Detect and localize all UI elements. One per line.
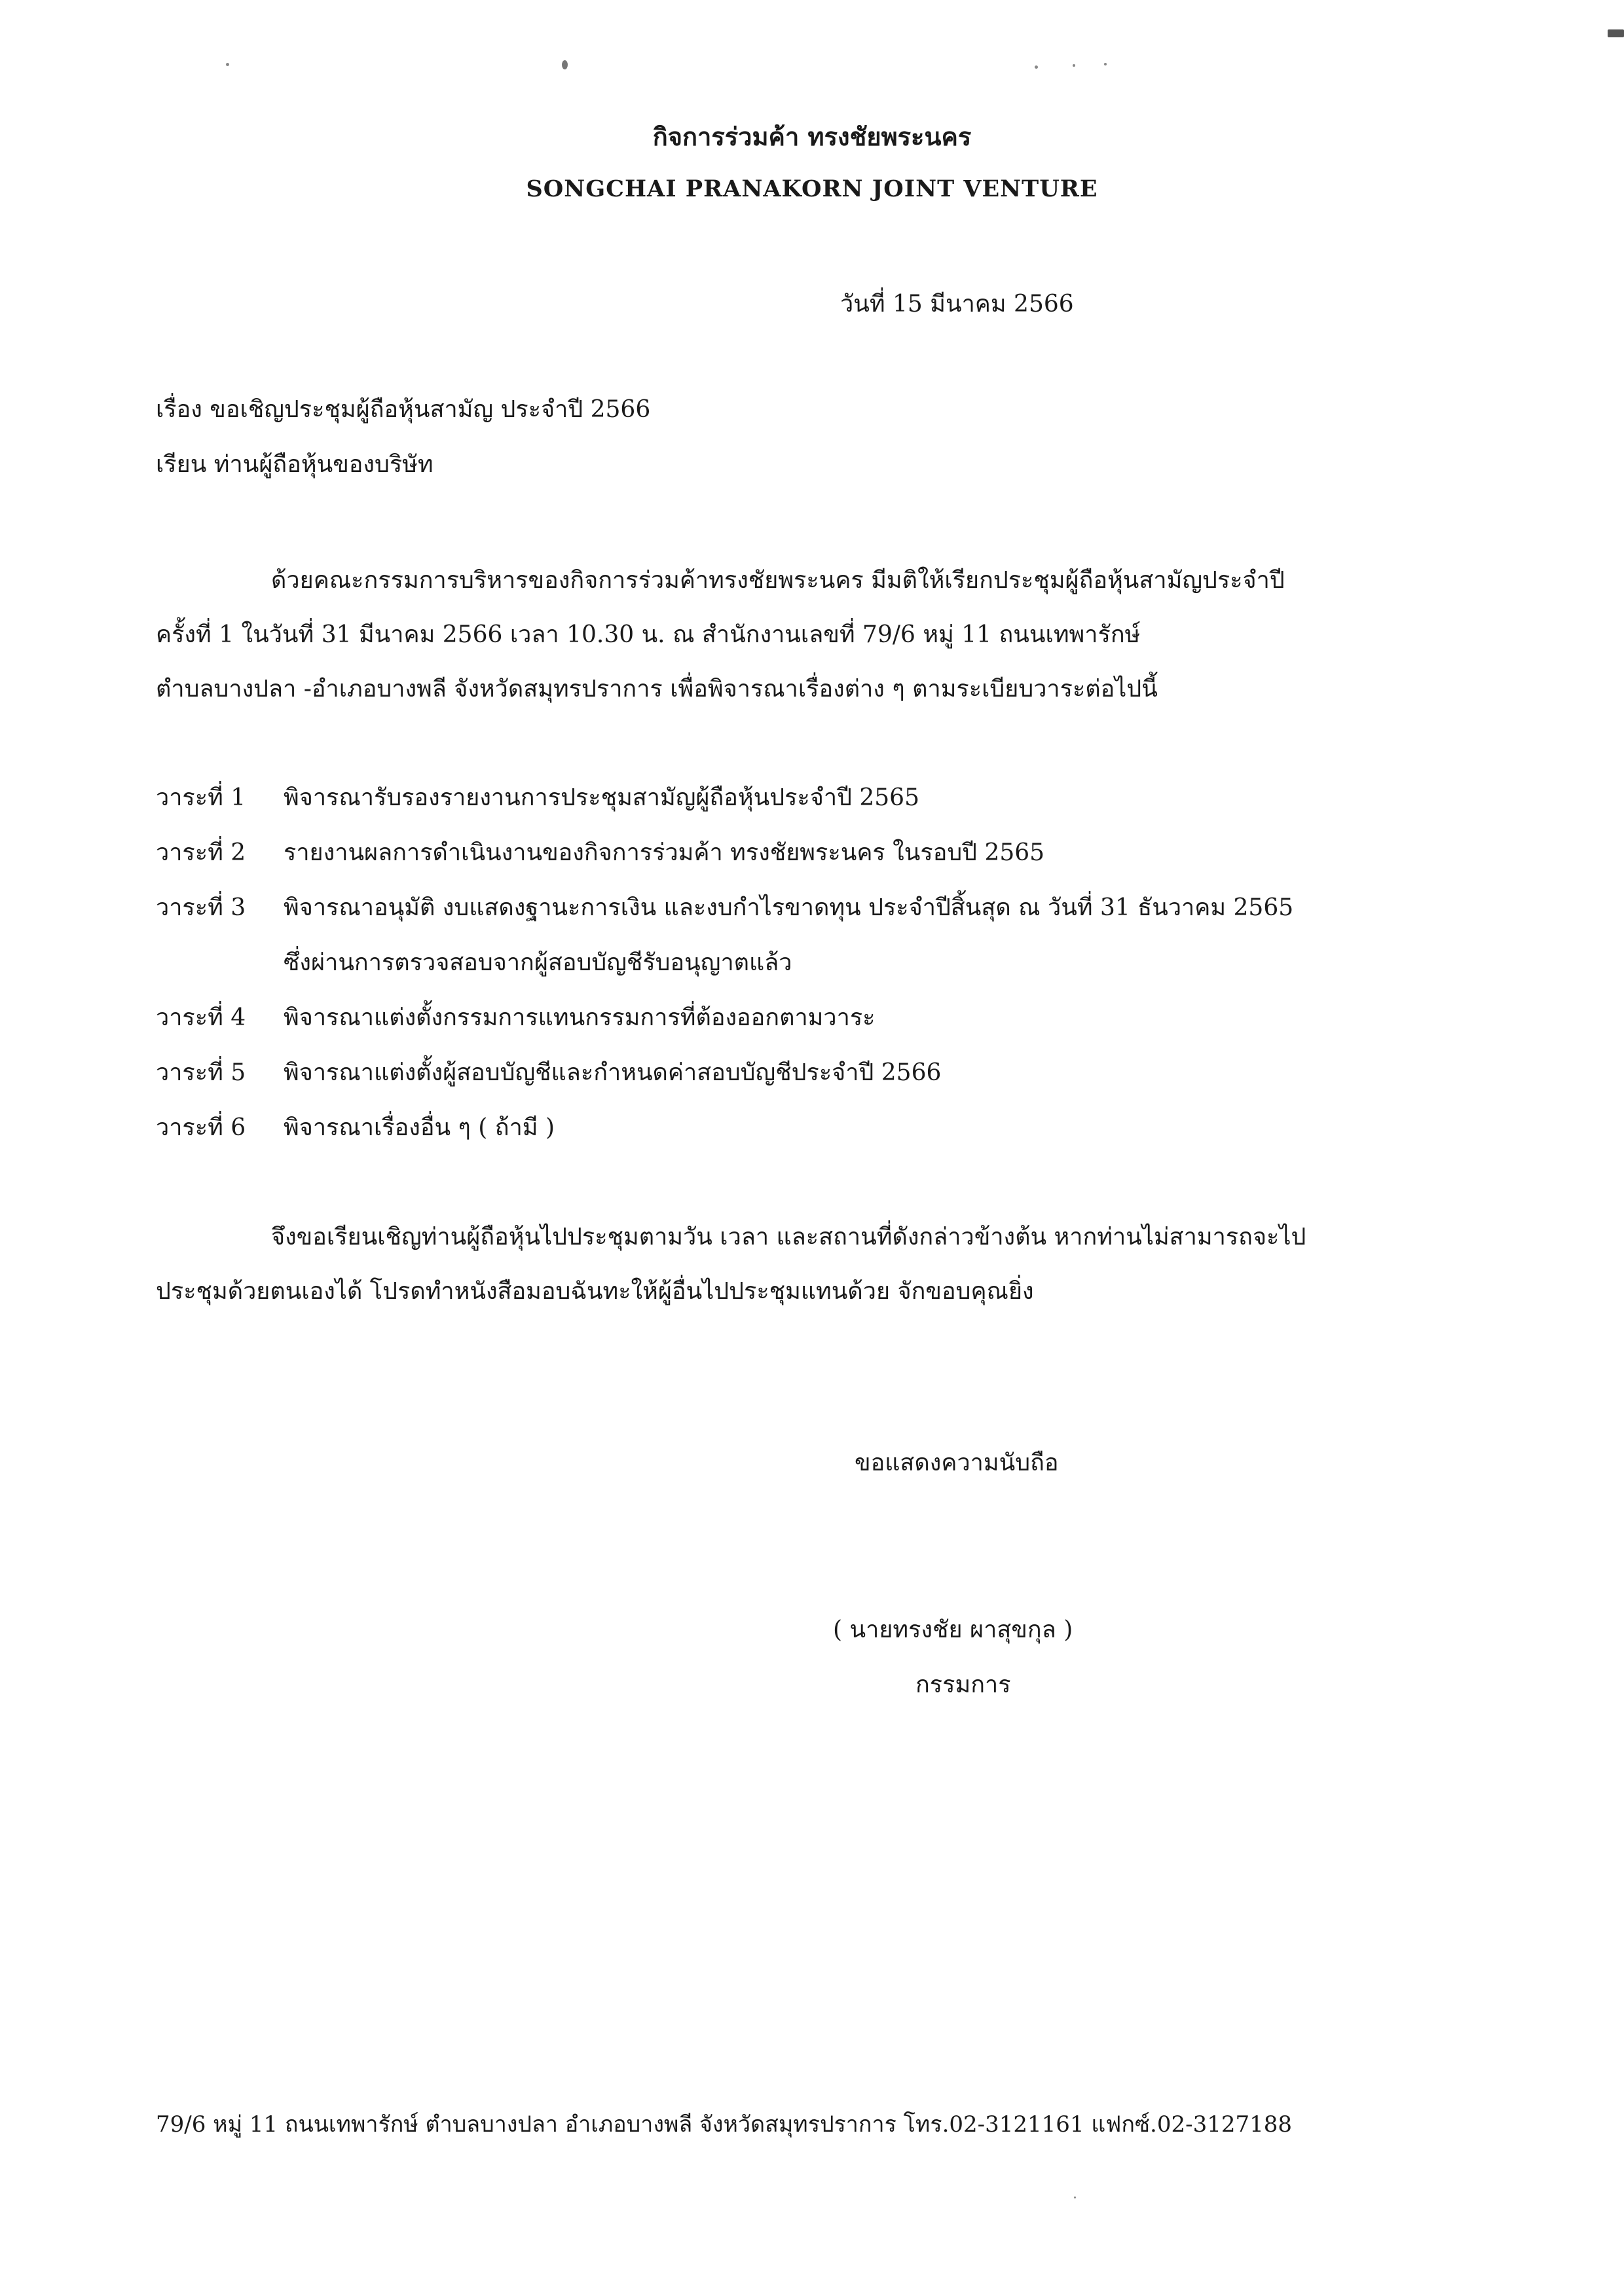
agenda-item	[156, 826, 1433, 881]
agenda-text: พิจารณาแต่งตั้งกรรมการแทนกรรมการที่ต้องออกตามวาระ	[284, 1004, 876, 1031]
scan-speck	[226, 63, 229, 66]
agenda-item	[156, 771, 1433, 826]
agenda-item	[156, 991, 1433, 1046]
scan-speck	[1073, 64, 1075, 67]
scan-speck	[562, 60, 568, 69]
agenda-number: วาระที่ 3	[156, 894, 246, 921]
intro-line: ครั้งที่ 1 ในวันที่ 31 มีนาคม 2566 เวลา 10.30 น. ณ สำนักงานเลขที่ 79/6 หมู่ 11 ถนนเทพารักษ์	[156, 621, 1141, 648]
scan-speck	[1035, 65, 1038, 69]
agenda-text: รายงานผลการดำเนินงานของกิจการร่วมค้า ทรงชัยพระนคร ในรอบปี 2565	[284, 839, 1045, 866]
invitation-line: ประชุมด้วยตนเองได้ โปรดทำหนังสือมอบฉันทะให้ผู้อื่นไปประชุมแทนด้วย จักขอบคุณยิ่ง	[156, 1278, 1034, 1305]
footer-address: 79/6 หมู่ 11 ถนนเทพารักษ์ ตำบลบางปลา อำเภอบางพลี จังหวัดสมุทรปราการ โทร.02-3121161 แฟกซ์.02-3127188	[156, 2111, 1292, 2138]
letter-recipient: เรียน ท่านผู้ถือหุ้นของบริษัท	[156, 451, 434, 478]
invitation-paragraph	[156, 1210, 1387, 1319]
invitation-line: จึงขอเรียนเชิญท่านผู้ถือหุ้นไปประชุมตามวัน เวลา และสถานที่ดังกล่าวข้างต้น หากท่านไม่สามารถจะไป	[271, 1224, 1306, 1250]
scan-speck	[1608, 29, 1624, 37]
agenda-number: วาระที่ 1	[156, 784, 246, 811]
agenda-text: พิจารณารับรองรายงานการประชุมสามัญผู้ถือหุ้นประจำปี 2565	[284, 784, 919, 811]
company-name-english: SONGCHAI PRANAKORN JOINT VENTURE	[526, 175, 1098, 202]
agenda-number: วาระที่ 2	[156, 839, 246, 866]
signer-position: กรรมการ	[915, 1671, 1011, 1698]
closing-salutation: ขอแสดงความนับถือ	[855, 1449, 1059, 1476]
agenda-number: วาระที่ 4	[156, 1004, 246, 1031]
company-name-thai: กิจการร่วมค้า ทรงชัยพระนคร	[652, 122, 972, 151]
intro-paragraph	[156, 553, 1387, 716]
intro-line: ตำบลบางปลา -อำเภอบางพลี จังหวัดสมุทรปราการ เพื่อพิจารณาเรื่องต่าง ๆ ตามระเบียบวาระต่อไปนี้	[156, 676, 1158, 702]
agenda-item	[156, 1101, 1433, 1156]
scan-speck	[1104, 63, 1107, 65]
agenda-continuation: ซึ่งผ่านการตรวจสอบจากผู้สอบบัญชีรับอนุญาตแล้ว	[284, 949, 792, 976]
letter-date: วันที่ 15 มีนาคม 2566	[840, 291, 1074, 318]
scan-speck	[1074, 2196, 1076, 2198]
agenda-number: วาระที่ 6	[156, 1114, 246, 1141]
agenda-text: พิจารณาเรื่องอื่น ๆ ( ถ้ามี )	[284, 1114, 555, 1141]
signer-name: ( นายทรงชัย ผาสุขกุล )	[833, 1616, 1073, 1643]
intro-line: ด้วยคณะกรรมการบริหารของกิจการร่วมค้าทรงชัยพระนคร มีมติให้เรียกประชุมผู้ถือหุ้นสามัญประจำปี	[271, 567, 1285, 594]
agenda-text: พิจารณาอนุมัติ งบแสดงฐานะการเงิน และงบกำไรขาดทุน ประจำปีสิ้นสุด ณ วันที่ 31 ธันวาคม 2565	[284, 894, 1294, 921]
agenda-text: พิจารณาแต่งตั้งผู้สอบบัญชีและกำหนดค่าสอบบัญชีประจำปี 2566	[284, 1059, 942, 1086]
agenda-item	[156, 881, 1433, 936]
agenda-number: วาระที่ 5	[156, 1059, 246, 1086]
agenda-item	[156, 1046, 1433, 1101]
letter-subject: เรื่อง ขอเชิญประชุมผู้ถือหุ้นสามัญ ประจำปี 2566	[156, 396, 651, 423]
agenda-list	[156, 771, 1433, 1156]
